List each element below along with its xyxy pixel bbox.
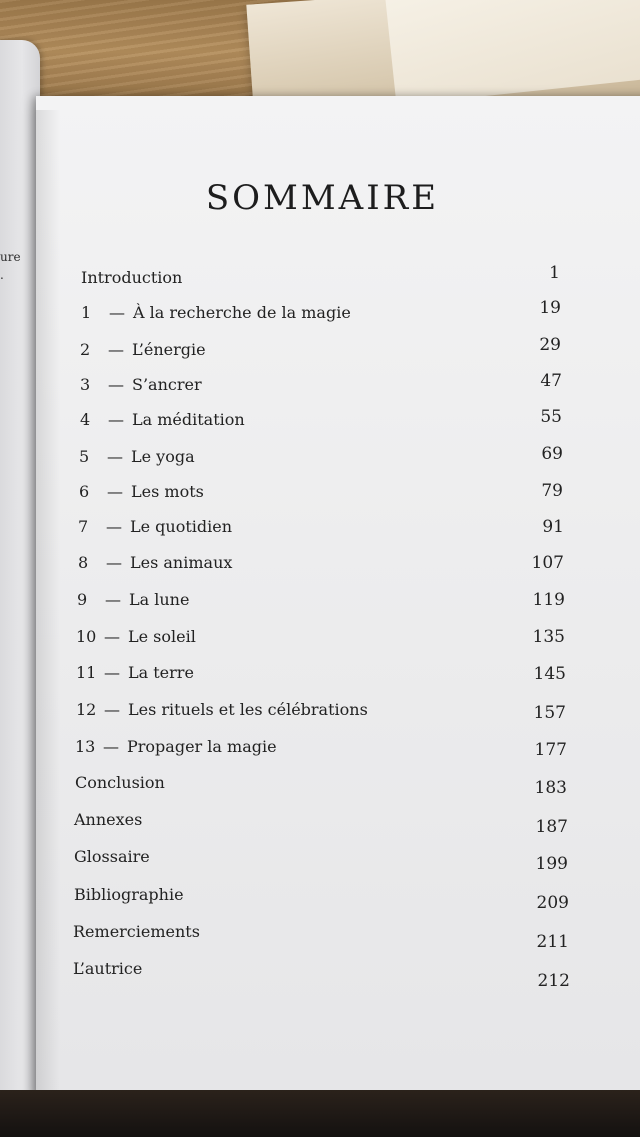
toc-entry	[75, 737, 277, 756]
page-number: 157	[533, 703, 566, 723]
chapter-title: La lune	[129, 590, 190, 609]
toc-entry	[76, 627, 196, 646]
toc-entry	[80, 375, 202, 394]
page-number: 1	[549, 263, 560, 283]
toc-entry	[76, 700, 368, 719]
page-number: 135	[532, 627, 565, 647]
em-dash: —	[108, 340, 124, 359]
em-dash: —	[109, 303, 125, 322]
chapter-title: Annexes	[74, 810, 143, 829]
page-number: 212	[537, 971, 570, 991]
em-dash: —	[107, 482, 123, 501]
page-number: 119	[532, 590, 565, 610]
page-number: 91	[542, 517, 564, 537]
chapter-number: 7	[78, 517, 89, 536]
page-number: 177	[534, 740, 567, 760]
chapter-number: 8	[78, 553, 89, 572]
chapter-title: Le yoga	[131, 447, 195, 466]
page-number: 199	[535, 854, 568, 874]
chapter-title: Introduction	[81, 268, 183, 287]
em-dash: —	[104, 663, 120, 682]
chapter-number: 2	[80, 340, 91, 359]
toc-entry	[79, 447, 195, 466]
toc-entry	[73, 959, 142, 978]
left-page-text-fragment: .	[0, 268, 4, 282]
chapter-title: Les mots	[131, 482, 204, 501]
page-title: SOMMAIRE	[205, 178, 440, 218]
dark-foreground	[0, 1090, 640, 1137]
em-dash: —	[105, 590, 121, 609]
page-number: 69	[541, 444, 563, 464]
chapter-number: 9	[77, 590, 88, 609]
toc-entry	[80, 340, 206, 359]
page-number: 29	[539, 335, 561, 355]
toc-entry	[81, 303, 351, 322]
toc-entry	[74, 810, 142, 829]
em-dash: —	[106, 517, 122, 536]
page-number: 183	[534, 778, 567, 798]
toc-entry	[74, 847, 150, 866]
em-dash: —	[103, 737, 119, 756]
chapter-number: 4	[80, 410, 91, 429]
chapter-title: À la recherche de la magie	[133, 303, 351, 322]
chapter-number: 11	[76, 663, 97, 682]
toc-entry	[80, 410, 245, 429]
page-gutter-shadow	[36, 110, 60, 1100]
em-dash: —	[107, 447, 123, 466]
page-number: 79	[541, 481, 563, 501]
toc-entry	[76, 663, 194, 682]
page-number: 209	[536, 893, 569, 913]
chapter-title: Le quotidien	[130, 517, 233, 536]
chapter-title: Bibliographie	[74, 885, 184, 904]
chapter-title: Glossaire	[74, 847, 150, 866]
chapter-number: 10	[76, 627, 97, 646]
chapter-title: La méditation	[132, 410, 245, 429]
page-number: 19	[539, 298, 561, 318]
toc-entry	[75, 773, 165, 792]
toc-entry	[78, 553, 232, 572]
em-dash: —	[104, 700, 120, 719]
chapter-number: 1	[81, 303, 92, 322]
toc-entry	[78, 517, 232, 536]
chapter-title: Remerciements	[73, 922, 200, 941]
chapter-number: 13	[75, 737, 96, 756]
chapter-title: Conclusion	[75, 773, 165, 792]
page-number: 145	[533, 664, 566, 684]
chapter-title: Les animaux	[130, 553, 233, 572]
chapter-title: L’autrice	[73, 959, 143, 978]
chapter-title: Les rituels et les célébrations	[128, 700, 368, 719]
chapter-number: 6	[79, 482, 90, 501]
toc-entry	[81, 268, 182, 287]
chapter-title: La terre	[128, 663, 194, 682]
toc-entry	[79, 482, 204, 501]
em-dash: —	[104, 627, 120, 646]
left-page-text-fragment: ure	[0, 250, 21, 264]
chapter-number: 12	[76, 700, 97, 719]
chapter-title: S’ancrer	[132, 375, 202, 394]
page-number: 187	[535, 817, 568, 837]
chapter-title: Propager la magie	[127, 737, 277, 756]
page-number: 107	[531, 553, 564, 573]
page-number: 211	[536, 932, 569, 952]
em-dash: —	[108, 410, 124, 429]
chapter-number: 3	[80, 375, 91, 394]
page-number: 47	[540, 371, 562, 391]
toc-entry	[77, 590, 189, 609]
chapter-title: Le soleil	[128, 627, 196, 646]
page-number: 55	[540, 407, 562, 427]
chapter-number: 5	[79, 447, 90, 466]
em-dash: —	[106, 553, 122, 572]
em-dash: —	[108, 375, 124, 394]
toc-entry	[74, 885, 184, 904]
chapter-title: L’énergie	[132, 340, 206, 359]
toc-entry	[73, 922, 200, 941]
